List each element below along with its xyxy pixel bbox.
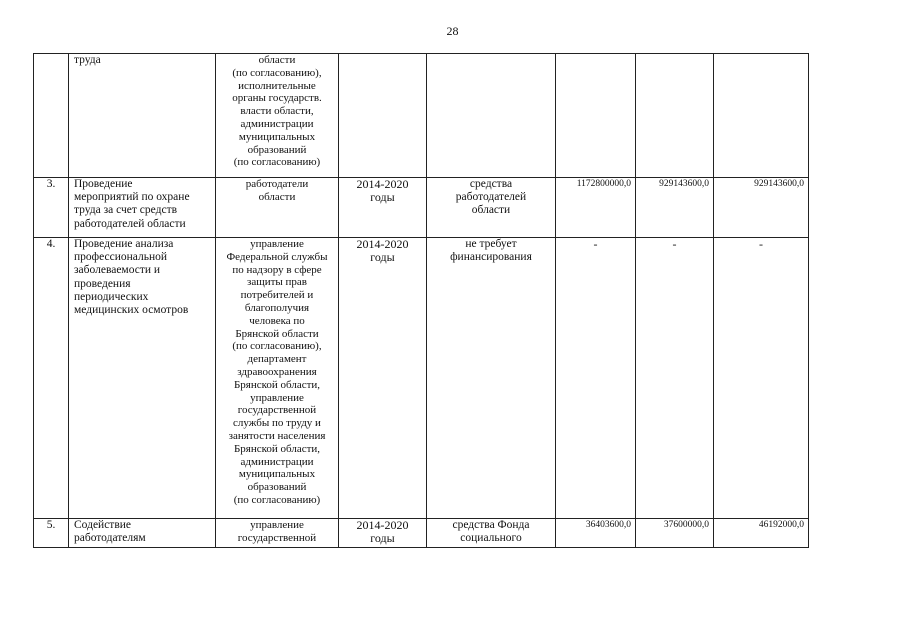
row-number: 3. [34,178,69,238]
period [339,178,427,238]
amount-cell [556,54,636,178]
amount-cell: 929143600,0 [636,178,714,238]
executor-line: (по согласованию), [232,66,322,79]
amount-cell: 46192000,0 [714,519,809,548]
executor-line: Брянской области [235,327,319,340]
measure-name-line: Содействие [74,519,132,531]
executor [216,178,339,238]
executor-line: исполнительные [238,79,316,92]
executor-line: департамент [247,353,307,366]
row-number [34,54,69,178]
executor-line: области [258,54,296,66]
executor-line: образований [247,481,307,494]
funding-source-line: финансирования [450,251,532,264]
executor-line: (по согласованию), [232,340,322,353]
measure-name-line: проведения [74,277,131,290]
funding-source [427,178,556,238]
executor-line: муниципальных [238,130,316,143]
funding-source-line: работодателей [455,191,527,204]
executor-line: потребителей и [240,289,314,302]
executor-line: государственной [237,531,317,544]
measure-name [69,54,216,178]
amount-cell: 929143600,0 [714,178,809,238]
executor-line: (по согласованию) [233,156,321,169]
measure-name [69,238,216,519]
funding-source-line: области [471,204,511,217]
executor-line: управление [250,519,304,531]
measure-name-line: Проведение [74,178,133,190]
measure-name-line: медицинских осмотров [74,304,189,317]
measure-name [69,519,216,548]
executor-line: службы по труду и [233,417,321,430]
row-number: 4. [34,238,69,519]
table-row [34,519,809,548]
period-line: годы [370,531,395,546]
funding-source-line: социального [460,532,522,545]
executor-line: по надзору в сфере [232,263,322,276]
executor-line: здравоохранения [237,365,317,378]
amount-cell [636,54,714,178]
measure-name-line: мероприятий по охране [74,191,190,204]
amount-cell: 36403600,0 [556,519,636,548]
period [339,238,427,519]
executor-line: Брянской области, [233,442,321,455]
executor-line: администрации [240,117,314,130]
period-line: годы [370,250,395,265]
measure-name-line: работодателей области [74,217,186,230]
measure-name-line: периодических [74,290,149,303]
executor-line: образований [247,143,307,156]
executor-line: Федеральной службы [226,250,328,263]
executor-line: управление [250,238,304,250]
executor-line: занятости населения [228,429,326,442]
funding-source-line: средства [469,178,513,190]
table-row [34,178,809,238]
executor-line: муниципальных [238,468,316,481]
funding-source [427,519,556,548]
period-line: 2014-2020 [356,518,409,532]
period [339,54,427,178]
amount-cell: 1172800000,0 [556,178,636,238]
amount-cell: - [636,238,714,519]
executor [216,238,339,519]
table-row [34,54,809,178]
executor-line: государственной [237,404,317,417]
executor-line: власти области, [240,105,314,118]
measure-name-line: работодателям [74,532,146,545]
executor-line: благополучия [244,301,310,314]
amount-cell: - [556,238,636,519]
amount-cell: 37600000,0 [636,519,714,548]
measure-name-line: заболеваемости и [74,264,161,277]
funding-source-line: средства Фонда [452,519,530,531]
executor-line: (по согласованию) [233,493,321,506]
funding-source [427,54,556,178]
executor-line: человека по [249,314,305,327]
measure-name-line: профессиональной [74,251,168,264]
executor [216,519,339,548]
amount-cell: - [714,238,809,519]
period [339,519,427,548]
funding-source-line: не требует [465,238,517,250]
executor-line: управление [250,391,304,404]
executor-line: администрации [240,455,314,468]
measures-table [33,53,809,548]
period-line: 2014-2020 [356,177,409,191]
executor-line: области [258,190,296,203]
measure-name [69,178,216,238]
executor-line: органы государств. [232,92,322,105]
executor-line: работодатели [245,178,309,190]
measure-name-line: труда [74,54,101,66]
page-number: 28 [446,24,459,38]
amount-cell [714,54,809,178]
executor-line: Брянской области, [233,378,321,391]
executor-line: защиты прав [247,276,307,289]
measure-name-line: труда за счет средств [74,204,178,217]
table-row [34,238,809,519]
executor [216,54,339,178]
funding-source [427,238,556,519]
period-line: годы [370,190,395,205]
period-line: 2014-2020 [356,237,409,251]
row-number: 5. [34,519,69,548]
measure-name-line: Проведение анализа [74,238,174,250]
